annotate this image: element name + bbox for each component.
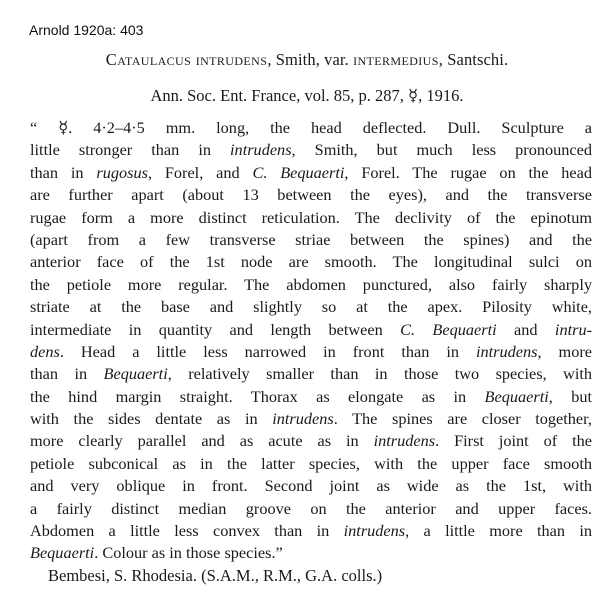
- text-line: [30, 229, 592, 251]
- text-line: [30, 319, 592, 341]
- text-run: than in: [30, 364, 104, 384]
- italic-term: rugosus: [96, 162, 148, 182]
- text-line: [30, 139, 592, 161]
- italic-term: intrudens: [373, 431, 436, 451]
- italic-term: Bequaerti: [484, 386, 549, 406]
- text-run: and very oblique in front. Second joint as wide as the 1st, with: [30, 476, 592, 496]
- text-run: intermediate in quantity and length between: [30, 319, 401, 339]
- text-line: [30, 184, 592, 206]
- text-line: [30, 453, 592, 475]
- text-run: , a little more than in: [405, 521, 593, 541]
- text-line: [30, 341, 592, 363]
- italic-term: intrudens: [475, 341, 538, 361]
- publication-citation: Ann. Soc. Ent. France, vol. 85, p. 287, ☿, 1916.: [150, 86, 464, 105]
- variety-name: intermedius: [353, 50, 439, 69]
- text-run: more clearly parallel and as acute as in: [30, 431, 374, 451]
- text-run: and: [496, 319, 555, 339]
- text-line: [30, 117, 592, 139]
- text-run: striate at the base and slightly so at the apex. Pilosity white,: [30, 297, 592, 317]
- taxon-author: , Smith, var.: [267, 50, 354, 69]
- text-line: [30, 386, 592, 408]
- text-run: , but: [548, 386, 592, 406]
- italic-term: C. Bequaerti: [252, 162, 345, 182]
- text-run: the hind margin straight. Thorax as elongate as in: [30, 386, 485, 406]
- text-run: are further apart (about 13 between the eyes), and the transverse: [30, 185, 592, 205]
- italic-term: dens: [30, 341, 60, 361]
- text-run: anterior face of the 1st node are smooth. The longitudinal sulci on: [30, 252, 592, 272]
- text-line: [30, 296, 592, 318]
- text-run: . Head a little less narrowed in front than in: [59, 341, 476, 361]
- text-line: [30, 430, 592, 452]
- taxon-heading: [0, 50, 614, 70]
- italic-term: intrudens: [230, 140, 292, 160]
- variety-author: , Santschi.: [438, 50, 509, 69]
- text-run: . First joint of the: [435, 431, 592, 451]
- text-line: [30, 542, 592, 564]
- italic-term: Bequaerti: [103, 364, 168, 384]
- text-run: little stronger than in: [30, 140, 231, 160]
- text-line: [30, 498, 592, 520]
- text-run: “ ☿. 4·2–4·5 mm. long, the head deflected. Dull. Sculpture a: [30, 118, 592, 137]
- text-line: [30, 520, 592, 542]
- italic-term: intrudens: [272, 409, 334, 429]
- italic-term: intrudens: [343, 521, 406, 541]
- text-line: [30, 408, 592, 430]
- italic-term: Bequaerti: [30, 543, 95, 563]
- text-run: rugae form a more distinct reticulation. The declivity of the epinotum: [30, 207, 592, 227]
- text-run: , more: [537, 341, 592, 361]
- text-run: , Forel, and: [147, 162, 253, 182]
- text-run: Abdomen a little less convex than in: [30, 521, 344, 541]
- italic-term: intru-: [554, 319, 593, 339]
- text-run: , relatively smaller than in those two species, with: [167, 364, 593, 384]
- text-run: . Colour as in those species.”: [94, 543, 283, 563]
- locality-line: Bembesi, S. Rhodesia. (S.A.M., R.M., G.A. colls.): [48, 566, 383, 585]
- text-run: . The spines are closer together,: [333, 409, 592, 429]
- italic-term: C. Bequaerti: [400, 319, 497, 339]
- text-run: petiole subconical as in the latter species, with the upper face smooth: [30, 453, 592, 473]
- text-run: than in: [30, 162, 97, 182]
- text-run: , Forel. The rugae on the head: [344, 162, 592, 182]
- text-line: [30, 251, 592, 273]
- taxon-name: Cataulacus intrudens: [105, 50, 268, 69]
- text-run: with the sides dentate as in: [30, 409, 273, 429]
- text-line: [30, 207, 592, 229]
- text-run: a fairly distinct median groove on the anterior and upper faces.: [30, 498, 592, 518]
- text-line: [30, 363, 592, 385]
- text-run: the petiole more regular. The abdomen punctured, also fairly sharply: [30, 274, 592, 294]
- text-line: [30, 162, 592, 184]
- text-line: [30, 475, 592, 497]
- description-text: [30, 117, 592, 565]
- reference-label: Arnold 1920a: 403: [29, 22, 144, 38]
- text-run: (apart from a few transverse striae between the spines) and the: [30, 229, 592, 249]
- text-line: [30, 274, 592, 296]
- text-run: , Smith, but much less pronounced: [291, 140, 593, 160]
